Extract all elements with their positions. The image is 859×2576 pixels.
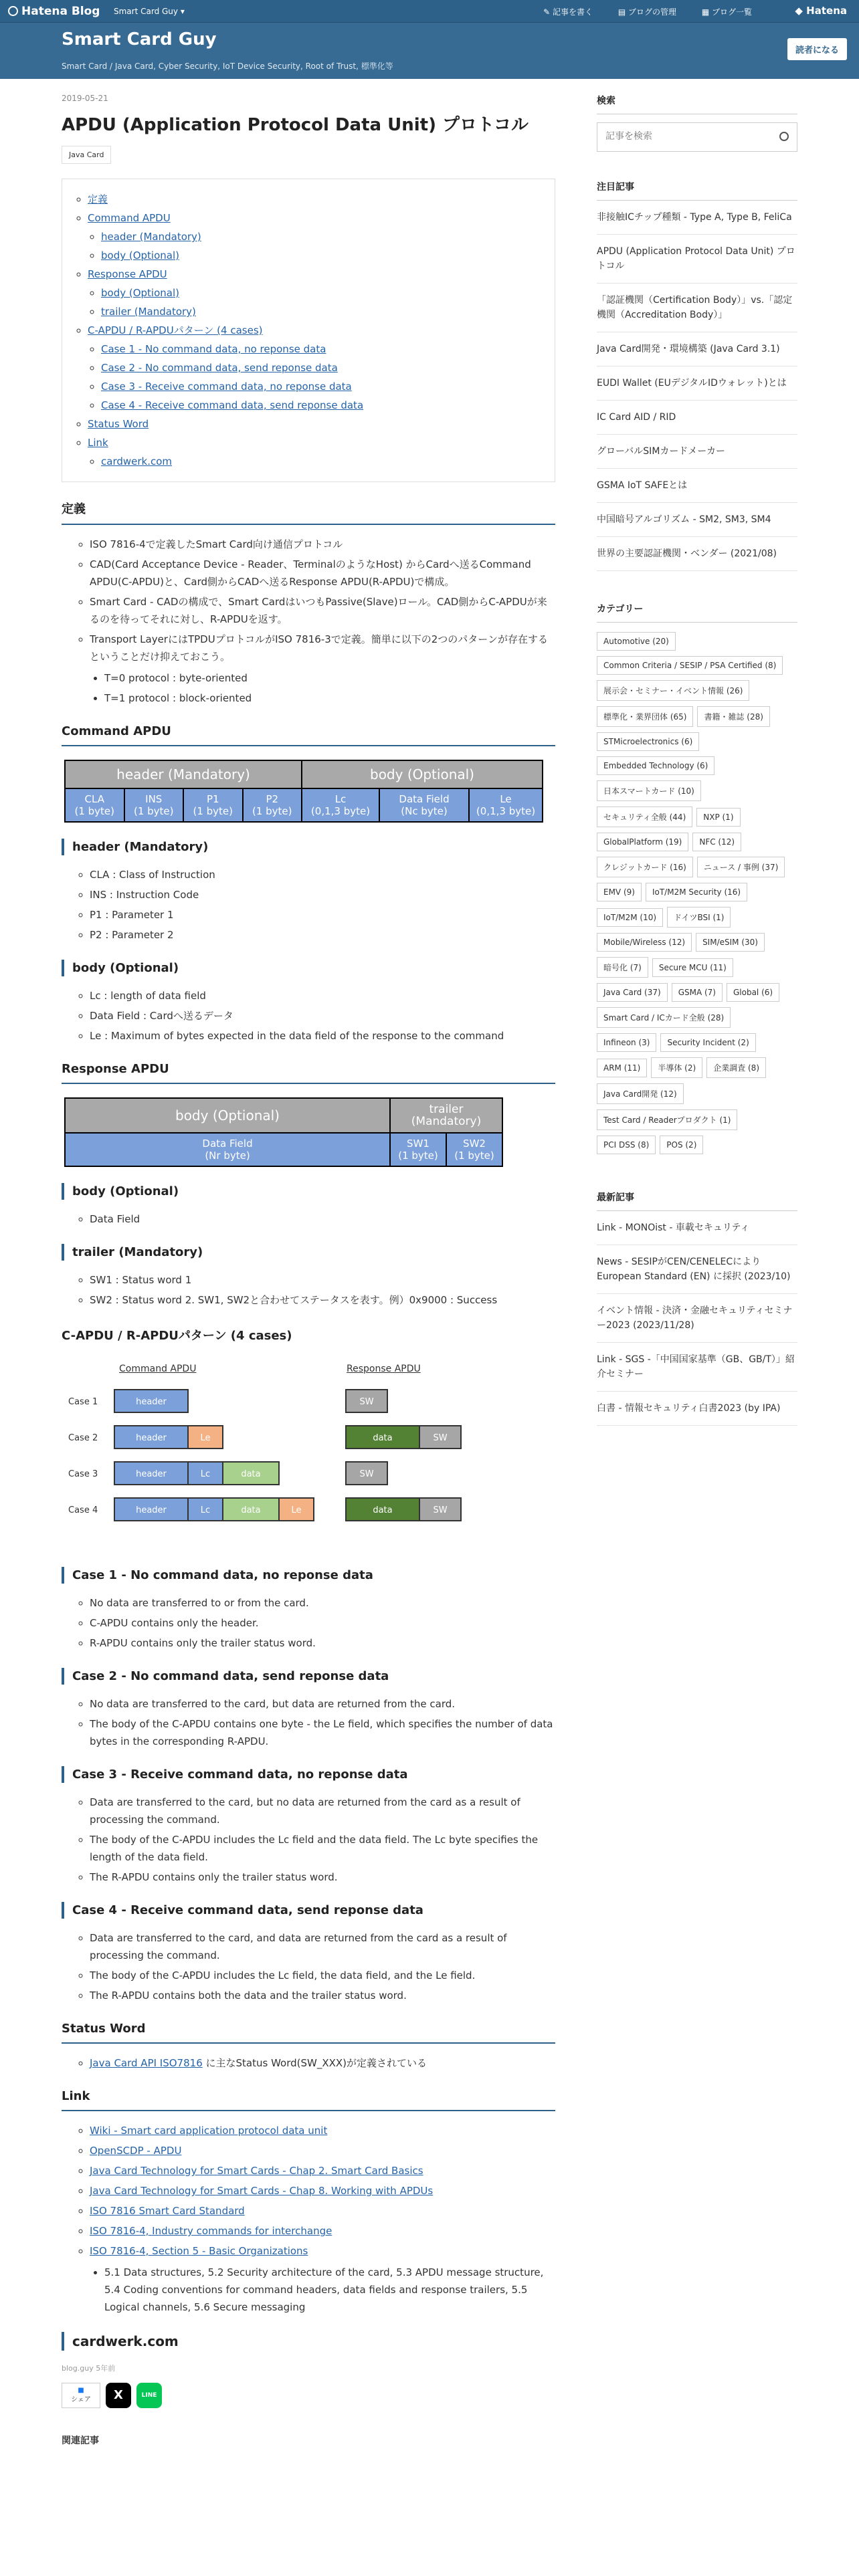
toc-link[interactable]: C-APDU / R-APDUパターン (4 cases)	[88, 324, 263, 336]
cell-size: (Nr byte)	[205, 1150, 250, 1162]
external-link[interactable]: ISO 7816-4, Section 5 - Basic Organizations	[90, 2245, 308, 2257]
ins-cell	[124, 788, 184, 822]
subsection-heading: body (Optional)	[62, 960, 555, 976]
line-share-button[interactable]: LINE	[136, 2383, 162, 2408]
case1-list	[62, 1594, 555, 1652]
popular-item[interactable]: 非接触ICチップ種類 - Type A, Type B, FeliCa	[597, 201, 797, 235]
status-word-list	[62, 2054, 555, 2072]
data-field-cell	[379, 788, 469, 822]
case3-list	[62, 1794, 555, 1886]
command-apdu-label: Command APDU	[119, 1364, 197, 1374]
cell-name: P2	[266, 793, 279, 805]
category-tag[interactable]: IoT/M2M Security (16)	[646, 883, 747, 901]
blog-title[interactable]: Smart Card Guy	[62, 29, 217, 49]
subsection-heading: cardwerk.com	[62, 2332, 555, 2351]
list-item: ◦ The R-APDU contains only the trailer status word.	[90, 1868, 555, 1886]
popular-item[interactable]: EUDI Wallet (EUデジタルIDウォレット)とは	[597, 366, 797, 401]
category-tag[interactable]: Secure MCU (11)	[652, 958, 733, 977]
search-icon[interactable]	[779, 132, 789, 141]
recent-item[interactable]: Link - MONOist - 車載セキュリティ	[597, 1211, 797, 1245]
subsection-heading: Case 2 - No command data, send reponse data	[62, 1668, 555, 1685]
trailer-list	[62, 1271, 555, 1309]
list-item: ◦ Data are transferred to the card, but no data are returned from the card as a result of processing the command.	[90, 1794, 555, 1828]
list-item: ◦ No data are transferred to the card, but data are returned from the card.	[90, 1695, 555, 1713]
category-tag[interactable]: GlobalPlatform (19)	[597, 833, 688, 851]
manage-blog-link[interactable]: ▤ ブログの管理	[617, 7, 677, 17]
category-tag[interactable]: Infineon (3)	[597, 1033, 656, 1052]
list-item: ◦ SW1 : Status word 1	[90, 1271, 555, 1289]
category-tag[interactable]: Global (6)	[727, 983, 779, 1002]
category-tag[interactable]: Smart Card / ICカード全般 (28)	[597, 1007, 731, 1028]
facebook-icon: ■	[78, 2387, 84, 2394]
popular-item[interactable]: 「認証機関（Certification Body）」vs.「認定機関（Accreditation Body）」	[597, 284, 797, 332]
category-tag[interactable]: Automotive (20)	[597, 632, 676, 651]
list-item: ◦ The R-APDU contains both the data and the trailer status word.	[90, 1987, 555, 2004]
list-item: ◦ P2 : Parameter 2	[90, 926, 555, 944]
category-tag[interactable]: GSMA (7)	[672, 983, 723, 1002]
data-field-cell	[65, 1133, 390, 1166]
recent-heading: 最新記事	[597, 1190, 797, 1211]
list-item: ◦ CAD(Card Acceptance Device - Reader、TerminalのようなHost) からCardへ送るCommand APDU(C-APDU)と、Card側からCADへ送るResponse APDU(R-APDU)で構成。	[90, 556, 555, 591]
sw2-cell	[446, 1133, 502, 1166]
toc-link[interactable]: body (Optional)	[101, 287, 179, 299]
header-block: header	[114, 1497, 189, 1521]
subsection-heading: header (Mandatory)	[62, 839, 555, 855]
sw-block: SW	[419, 1497, 462, 1521]
external-link[interactable]: ISO 7816 Smart Card Standard	[90, 2205, 245, 2217]
section-heading: 定義	[62, 500, 555, 525]
list-item	[90, 2242, 555, 2316]
body-cell: body (Optional)	[65, 1098, 390, 1133]
external-link[interactable]: Java Card Technology for Smart Cards - Chap 8. Working with APDUs	[90, 2185, 434, 2197]
list-item	[90, 2162, 555, 2179]
cell-size: (1 byte)	[252, 805, 292, 817]
list-item	[90, 2202, 555, 2220]
header-block: header	[114, 1389, 189, 1413]
cell-size: (1 byte)	[398, 1150, 438, 1162]
category-tag[interactable]: 企業調査 (8)	[706, 1057, 766, 1078]
lc-block: Lc	[187, 1497, 223, 1521]
popular-heading: 注目記事	[597, 180, 797, 201]
list-item: ◦ ISO 7816-4で定義したSmart Card向け通信プロトコル	[90, 536, 555, 553]
list-item-text: に主なStatus Word(SW_XXX)が定義されている	[202, 2057, 427, 2069]
search-input[interactable]	[597, 123, 758, 150]
le-block: Le	[187, 1425, 223, 1449]
category-tag[interactable]: セキュリティ全般 (44)	[597, 807, 692, 827]
response-apdu-diagram	[64, 1097, 503, 1167]
category-tag[interactable]: STMicroelectronics (6)	[597, 732, 699, 751]
cell-name: SW2	[463, 1138, 486, 1150]
toc-link[interactable]: Case 4 - Receive command data, send reponse data	[101, 399, 364, 411]
category-tag[interactable]: ARM (11)	[597, 1059, 647, 1077]
data-block: data	[222, 1461, 280, 1485]
list-item: ◦ No data are transferred to or from the card.	[90, 1594, 555, 1612]
recent-item[interactable]: イベント情報 - 決済・金融セキュリティセミナー2023 (2023/11/28)	[597, 1294, 797, 1343]
popular-item[interactable]: APDU (Application Protocol Data Unit) プロトコル	[597, 235, 797, 284]
blog-header	[0, 23, 859, 79]
subsection-heading: Case 4 - Receive command data, send reponse data	[62, 1902, 555, 1919]
category-tags	[597, 632, 797, 1160]
cell-size: (Nc byte)	[401, 805, 448, 817]
toc-link[interactable]: Case 2 - No command data, send reponse data	[101, 362, 338, 374]
list-item	[90, 2142, 555, 2159]
list-item: ◦ C-APDU contains only the header.	[90, 1614, 555, 1632]
case4-list	[62, 1929, 555, 2004]
category-tag[interactable]: NFC (12)	[692, 833, 741, 851]
article	[62, 94, 555, 2447]
list-item: ◦ Le : Maximum of bytes expected in the data field of the response to the command	[90, 1027, 555, 1045]
list-item	[90, 2054, 555, 2072]
sw-block: SW	[419, 1425, 462, 1449]
command-apdu-diagram	[64, 760, 543, 823]
cla-cell	[65, 788, 124, 822]
case-label: Case 2	[68, 1433, 98, 1443]
cell-size: (1 byte)	[133, 805, 174, 817]
categories-heading: カテゴリー	[597, 602, 797, 623]
cell-name: P1	[206, 793, 219, 805]
category-tag[interactable]: ニュース / 事例 (37)	[697, 857, 785, 877]
list-item	[90, 2222, 555, 2240]
post-author[interactable]: blog.guy 5年前	[62, 2364, 116, 2373]
list-item: • T=1 protocol : block-oriented	[104, 689, 555, 707]
list-item	[90, 2122, 555, 2139]
toc-link[interactable]: Case 1 - No command data, no reponse data	[101, 343, 326, 355]
list-item: ◦ The body of the C-APDU includes the Lc field and the data field. The Lc byte specifies the length of the data field.	[90, 1831, 555, 1866]
category-tag[interactable]: 書籍・雑誌 (28)	[697, 706, 769, 727]
list-item	[90, 2182, 555, 2199]
sw1-cell	[390, 1133, 446, 1166]
list-item: ◦ Smart Card - CADの構成で、Smart CardはいつもPassive(Slave)ロール。CAD側からC-APDUが来るのを待ってそれに対し、R-APDUを返す。	[90, 593, 555, 628]
p2-cell	[243, 788, 302, 822]
case-label: Case 4	[68, 1505, 98, 1515]
cell-name: Le	[500, 793, 512, 805]
category-tag[interactable]: Java Card開発 (12)	[597, 1083, 684, 1104]
sw-block: SW	[345, 1461, 388, 1485]
header-list	[62, 866, 555, 944]
cell-name: trailer	[429, 1103, 464, 1116]
post-date[interactable]: 2019-05-21	[62, 94, 108, 103]
section-heading: Status Word	[62, 2022, 555, 2044]
header-block: header	[114, 1425, 189, 1449]
category-tag[interactable]: POS (2)	[660, 1136, 703, 1154]
trailer-cell	[390, 1098, 502, 1133]
category-tag[interactable]: EMV (9)	[597, 883, 642, 901]
definition-list	[62, 536, 555, 707]
cell-name: Data Field	[399, 793, 450, 805]
apdu-cases-diagram	[62, 1357, 555, 1564]
list-item: ◦ P1 : Parameter 1	[90, 906, 555, 924]
external-link[interactable]: Wiki - Smart card application protocol data unit	[90, 2125, 328, 2137]
data-block: data	[345, 1425, 420, 1449]
section-heading: Link	[62, 2089, 555, 2111]
list-item: ◦ Lc : length of data field	[90, 987, 555, 1004]
facebook-share-button[interactable]	[62, 2383, 100, 2408]
external-link[interactable]: OpenSCDP - APDU	[90, 2145, 182, 2157]
section-heading: C-APDU / R-APDUパターン (4 cases)	[62, 1329, 292, 1343]
category-tag[interactable]: 展示会・セミナー・イベント情報 (26)	[597, 680, 749, 701]
category-tag[interactable]: NXP (1)	[696, 808, 740, 827]
cell-size: (1 byte)	[193, 805, 233, 817]
data-block: data	[345, 1497, 420, 1521]
write-post-link[interactable]: ✎ 記事を書く	[543, 7, 593, 17]
category-tag[interactable]: Common Criteria / SESIP / PSA Certified (8)	[597, 656, 783, 675]
header-cell: header (Mandatory)	[65, 760, 302, 788]
recent-item[interactable]: Link - SGS -「中国国家基準（GB、GB/T）」紹介セミナー	[597, 1343, 797, 1392]
toc-link[interactable]: Link	[88, 437, 108, 449]
list-item: • T=0 protocol : byte-oriented	[104, 669, 555, 687]
cell-name: CLA	[84, 793, 104, 805]
cell-name: INS	[145, 793, 163, 805]
toc-link[interactable]: body (Optional)	[101, 249, 179, 261]
popular-item[interactable]: GSMA IoT SAFEとは	[597, 469, 797, 503]
category-tag[interactable]: Embedded Technology (6)	[597, 756, 714, 775]
toc-link[interactable]: Command APDU	[88, 212, 171, 224]
p1-cell	[183, 788, 243, 822]
lc-cell	[302, 788, 379, 822]
related-posts-heading: 関連記事	[62, 2436, 99, 2446]
category-tag[interactable]: Java Card (37)	[597, 983, 668, 1002]
list-item: ◦ INS : Instruction Code	[90, 886, 555, 903]
subsection-heading: Case 3 - Receive command data, no reponse data	[62, 1766, 555, 1783]
list-item: • 5.1 Data structures, 5.2 Security architecture of the card, 5.3 APDU message structure, 5.4 Coding conventions for command headers, data fields and response trailers, 5.5 Logical channels, 5.6 Secure messaging	[104, 2264, 555, 2316]
body-cell: body (Optional)	[302, 760, 543, 788]
search-heading: 検索	[597, 94, 797, 114]
sw-block: SW	[345, 1389, 388, 1413]
list-item: ◦ Data Field : Cardへ送るデータ	[90, 1007, 555, 1025]
le-cell	[469, 788, 543, 822]
cell-size: (0,1,3 byte)	[476, 805, 536, 817]
toc-link[interactable]: Case 3 - Receive command data, no reponse data	[101, 381, 352, 393]
cell-name: SW1	[407, 1138, 430, 1150]
category-tag[interactable]: 日本スマートカード (10)	[597, 780, 701, 801]
subscribe-button[interactable]: 読者になる	[787, 38, 847, 60]
popular-item[interactable]: 世界の主要認証機関・ベンダー (2021/08)	[597, 537, 797, 571]
case2-list	[62, 1695, 555, 1750]
header-block: header	[114, 1461, 189, 1485]
category-tag[interactable]: 暗号化 (7)	[597, 957, 648, 978]
list-item-text: Transport LayerにはTPDUプロトコルがISO 7816-3で定義。簡単に以下の2つのパターンが存在するということだけ抑えておこう。	[90, 633, 549, 663]
case-label: Case 3	[68, 1469, 98, 1479]
category-tag[interactable]: SIM/eSIM (30)	[696, 933, 765, 952]
subsection-heading: body (Optional)	[62, 1183, 555, 1200]
list-item: ◦ The body of the C-APDU contains one byte - the Le field, which specifies the number of data bytes in the corresponding R-APDU.	[90, 1715, 555, 1750]
list-item: ◦ The body of the C-APDU includes the Lc field, the data field, and the Le field.	[90, 1967, 555, 1984]
toc-link[interactable]: Status Word	[88, 418, 149, 430]
category-tag[interactable]: ドイツBSI (1)	[667, 907, 731, 928]
list-item: ◦ Data Field	[90, 1210, 555, 1228]
subsection-heading: trailer (Mandatory)	[62, 1244, 555, 1261]
data-block: data	[222, 1497, 280, 1521]
list-item: ◦ SW2 : Status word 2. SW1, SW2と合わせてステータスを表す。例）0x9000 : Success	[90, 1291, 555, 1309]
category-tag[interactable]: Java Card	[62, 146, 111, 164]
hatena-blog-logo[interactable]: Hatena Blog	[8, 5, 100, 18]
share-label: シェア	[71, 2396, 91, 2403]
link-list	[62, 2122, 555, 2316]
category-tag[interactable]: PCI DSS (8)	[597, 1136, 656, 1154]
category-tag[interactable]: 標準化・業界団体 (65)	[597, 706, 693, 727]
section-heading: Response APDU	[62, 1062, 555, 1084]
lc-block: Lc	[187, 1461, 223, 1485]
x-share-button[interactable]: X	[106, 2383, 131, 2408]
external-link[interactable]: ISO 7816-4, Industry commands for interchange	[90, 2225, 332, 2237]
cell-size: (0,1,3 byte)	[310, 805, 371, 817]
popular-item[interactable]: 中国暗号アルゴリズム - SM2, SM3, SM4	[597, 503, 797, 537]
response-apdu-label: Response APDU	[347, 1364, 421, 1374]
list-item: ◦ Data are transferred to the card, and data are returned from the card as a result of processing the command.	[90, 1929, 555, 1964]
popular-list	[597, 201, 797, 571]
hatena-link[interactable]: ◆ Hatena	[795, 5, 847, 17]
popular-item[interactable]: グローバルSIMカードメーカー	[597, 435, 797, 469]
category-tag[interactable]: IoT/M2M (10)	[597, 908, 663, 927]
cell-name: Data Field	[202, 1138, 253, 1150]
cell-name: Lc	[335, 793, 347, 805]
popular-item[interactable]: IC Card AID / RID	[597, 401, 797, 435]
list-item	[90, 631, 555, 707]
category-tag[interactable]: Mobile/Wireless (12)	[597, 933, 692, 952]
sidebar	[597, 94, 797, 1426]
table-of-contents	[62, 179, 555, 482]
post-title[interactable]: APDU (Application Protocol Data Unit) プロトコル	[62, 115, 529, 135]
cell-note: (Mandatory)	[411, 1115, 482, 1128]
blog-description: Smart Card / Java Card, Cyber Security, IoT Device Security, Root of Trust, 標準化等	[62, 62, 393, 71]
toc-link[interactable]: cardwerk.com	[101, 455, 173, 467]
hatena-logo-icon	[8, 6, 18, 16]
topbar	[0, 0, 859, 23]
share-buttons	[62, 2383, 555, 2409]
body-list	[62, 987, 555, 1045]
response-body-list	[62, 1210, 555, 1228]
recent-list	[597, 1211, 797, 1426]
category-tag[interactable]: クレジットカード (16)	[597, 857, 693, 877]
cell-size: (1 byte)	[454, 1150, 494, 1162]
toc-link[interactable]: 定義	[88, 193, 108, 205]
category-tag[interactable]: Security Incident (2)	[660, 1033, 755, 1052]
toc-link[interactable]: header (Mandatory)	[101, 231, 201, 243]
category-tag[interactable]: Test Card / Readerプロダクト (1)	[597, 1109, 737, 1130]
java-card-api-link[interactable]: Java Card API ISO7816	[90, 2057, 203, 2069]
recent-item[interactable]: 白書 - 情報セキュリティ白書2023 (by IPA)	[597, 1392, 797, 1426]
subsection-heading: Case 1 - No command data, no reponse data	[62, 1567, 555, 1584]
toc-link[interactable]: trailer (Mandatory)	[101, 306, 196, 318]
popular-item[interactable]: Java Card開発・環境構築 (Java Card 3.1)	[597, 332, 797, 366]
case-label: Case 1	[68, 1397, 98, 1407]
external-link[interactable]: Java Card Technology for Smart Cards - Chap 2. Smart Card Basics	[90, 2165, 423, 2177]
toc-link[interactable]: Response APDU	[88, 268, 167, 280]
cell-size: (1 byte)	[74, 805, 115, 817]
section-heading: Command APDU	[62, 724, 555, 746]
blog-tools	[520, 6, 752, 17]
blog-menu[interactable]: Smart Card Guy ▾	[114, 7, 185, 16]
le-block: Le	[278, 1497, 314, 1521]
blog-list-link[interactable]: ▦ ブログ一覧	[701, 7, 752, 17]
list-item: ◦ R-APDU contains only the trailer status word.	[90, 1634, 555, 1652]
category-tag[interactable]: 半導体 (2)	[651, 1057, 702, 1078]
search-box	[597, 122, 797, 152]
recent-item[interactable]: News - SESIPがCEN/CENELECによりEuropean Standard (EN) に採択 (2023/10)	[597, 1245, 797, 1294]
list-item: ◦ CLA : Class of Instruction	[90, 866, 555, 883]
